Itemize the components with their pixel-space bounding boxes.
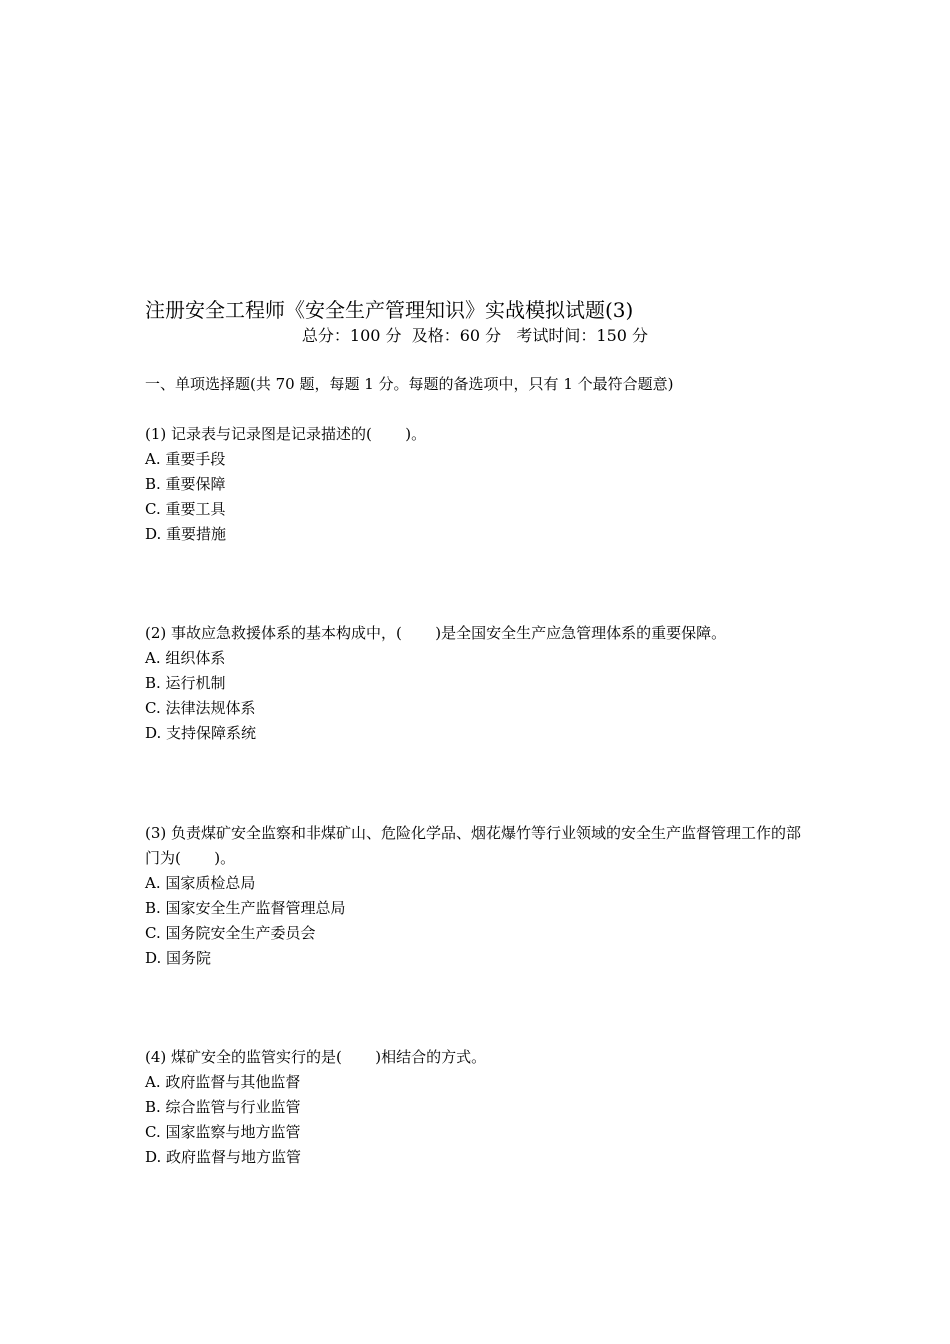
- option-a: A. 国家质检总局: [145, 874, 256, 892]
- option-d: D. 国务院: [145, 949, 212, 967]
- option-c: C. 国家监察与地方监管: [145, 1123, 301, 1141]
- option-b: B. 国家安全生产监督管理总局: [145, 899, 346, 917]
- option-c: C. 国务院安全生产委员会: [145, 924, 316, 942]
- option-c: C. 重要工具: [145, 500, 226, 518]
- page-title: 注册安全工程师《安全生产管理知识》实战模拟试题(3): [145, 298, 634, 322]
- option-a: A. 政府监督与其他监督: [145, 1073, 301, 1091]
- option-b: B. 重要保障: [145, 475, 226, 493]
- option-d: D. 政府监督与地方监管: [145, 1148, 302, 1166]
- question-stem: (1) 记录表与记录图是记录描述的( )。: [145, 425, 427, 443]
- question-stem: (4) 煤矿安全的监管实行的是( )相结合的方式。: [145, 1048, 487, 1066]
- question-stem: (2) 事故应急救援体系的基本构成中，( )是全国安全生产应急管理体系的重要保障。: [145, 624, 727, 642]
- exam-info: 总分：100 分 及格：60 分 考试时间：150 分: [301, 326, 649, 345]
- question-stem: (3) 负责煤矿安全监察和非煤矿山、危险化学品、烟花爆竹等行业领域的安全生产监督管理工作的部门为( )。: [145, 824, 802, 867]
- question-1: [145, 422, 815, 547]
- question-4: [145, 1045, 815, 1170]
- question-3: [145, 821, 815, 971]
- option-d: D. 重要措施: [145, 525, 227, 543]
- option-c: C. 法律法规体系: [145, 699, 256, 717]
- option-a: A. 重要手段: [145, 450, 226, 468]
- section-header: 一、单项选择题(共 70 题，每题 1 分。每题的备选项中，只有 1 个最符合题意): [145, 375, 674, 393]
- question-2: [145, 621, 815, 746]
- option-b: B. 运行机制: [145, 674, 226, 692]
- option-b: B. 综合监管与行业监管: [145, 1098, 301, 1116]
- option-a: A. 组织体系: [145, 649, 226, 667]
- option-d: D. 支持保障系统: [145, 724, 257, 742]
